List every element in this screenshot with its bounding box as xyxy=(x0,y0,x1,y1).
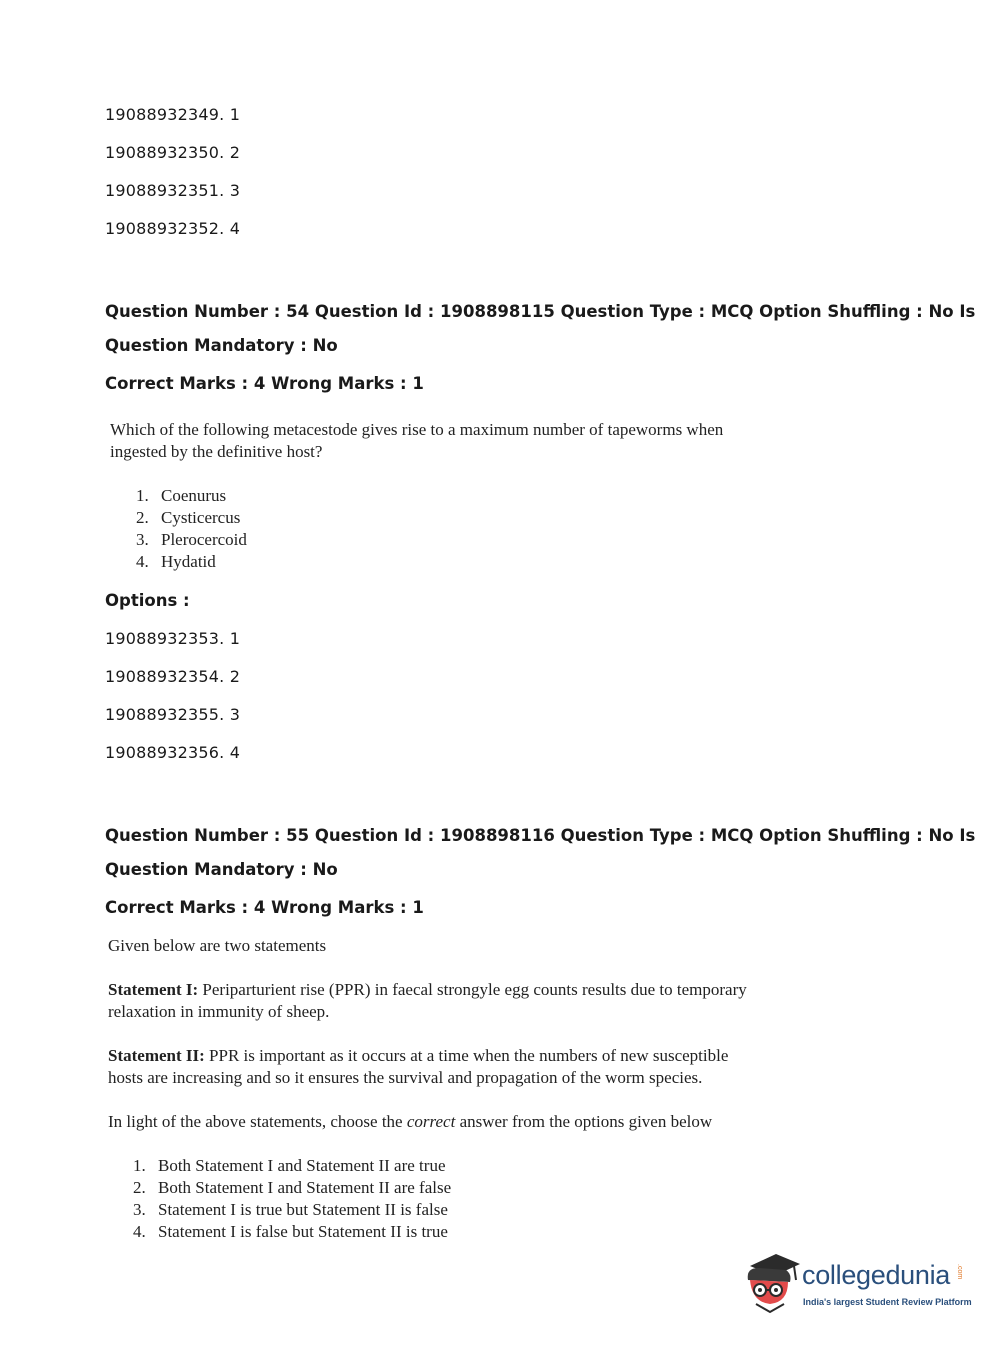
q54-choice: 3. Plerocercoid xyxy=(136,530,247,549)
option-19088932351: 19088932351. 3 xyxy=(105,181,241,200)
option-19088932350: 19088932350. 2 xyxy=(105,143,241,162)
q55-s1-label: Statement I: xyxy=(108,980,199,999)
q55-choices xyxy=(133,1155,451,1243)
option-19088932355: 19088932355. 3 xyxy=(105,705,241,724)
q54-header-line1: Question Number : 54 Question Id : 1908898115 Question Type : MCQ Option Shuffling : No Is xyxy=(105,302,976,321)
q55-statement-2 xyxy=(108,1045,728,1089)
q55-choice: 2. Both Statement I and Statement II are false xyxy=(133,1178,452,1197)
q55-intro: Given below are two statements xyxy=(108,936,327,955)
option-19088932356: 19088932356. 4 xyxy=(105,743,241,762)
option-19088932349: 19088932349. 1 xyxy=(105,105,241,124)
brand-name: collegedunia xyxy=(802,1260,951,1290)
brand-domain: .com xyxy=(956,1264,963,1280)
q54-question-line1: Which of the following metacestode gives rise to a maximum number of tapeworms when xyxy=(110,420,724,439)
q55-statement-1 xyxy=(108,979,747,1023)
option-19088932354: 19088932354. 2 xyxy=(105,667,241,686)
brand-tagline: India's largest Student Review Platform xyxy=(803,1297,972,1307)
q55-marks: Correct Marks : 4 Wrong Marks : 1 xyxy=(105,898,424,917)
mascot-icon xyxy=(742,1250,802,1320)
q54-marks: Correct Marks : 4 Wrong Marks : 1 xyxy=(105,374,424,393)
q54-choices xyxy=(136,485,247,573)
q55-instruction: In light of the above statements, choose the correct answer from the options given below xyxy=(108,1112,713,1131)
q54-choice: 4. Hydatid xyxy=(136,552,216,571)
q54-options-label: Options : xyxy=(105,591,190,610)
q55-s1-line1: Periparturient rise (PPR) in faecal strongyle egg counts results due to temporary xyxy=(202,980,747,999)
q55-header-line1: Question Number : 55 Question Id : 1908898116 Question Type : MCQ Option Shuffling : No Is xyxy=(105,826,976,845)
q54-question-line2: ingested by the definitive host? xyxy=(110,442,323,461)
q55-s2-line1: PPR is important as it occurs at a time when the numbers of new susceptible xyxy=(209,1046,729,1065)
option-19088932353: 19088932353. 1 xyxy=(105,629,241,648)
q54-question xyxy=(110,419,723,463)
q55-s2-label: Statement II: xyxy=(108,1046,205,1065)
q55-s1-line2: relaxation in immunity of sheep. xyxy=(108,1002,330,1021)
q54-choice: 1. Coenurus xyxy=(136,486,227,505)
q55-s2-line2: hosts are increasing and so it ensures the survival and propagation of the worm species. xyxy=(108,1068,703,1087)
q55-choice: 3. Statement I is true but Statement II is false xyxy=(133,1200,448,1219)
q55-choice: 1. Both Statement I and Statement II are true xyxy=(133,1156,446,1175)
collegedunia-logo xyxy=(742,1250,972,1320)
q55-choice: 4. Statement I is false but Statement II is true xyxy=(133,1222,448,1241)
q55-header-line2: Question Mandatory : No xyxy=(105,860,338,879)
option-19088932352: 19088932352. 4 xyxy=(105,219,241,238)
q54-header-line2: Question Mandatory : No xyxy=(105,336,338,355)
q54-choice: 2. Cysticercus xyxy=(136,508,241,527)
